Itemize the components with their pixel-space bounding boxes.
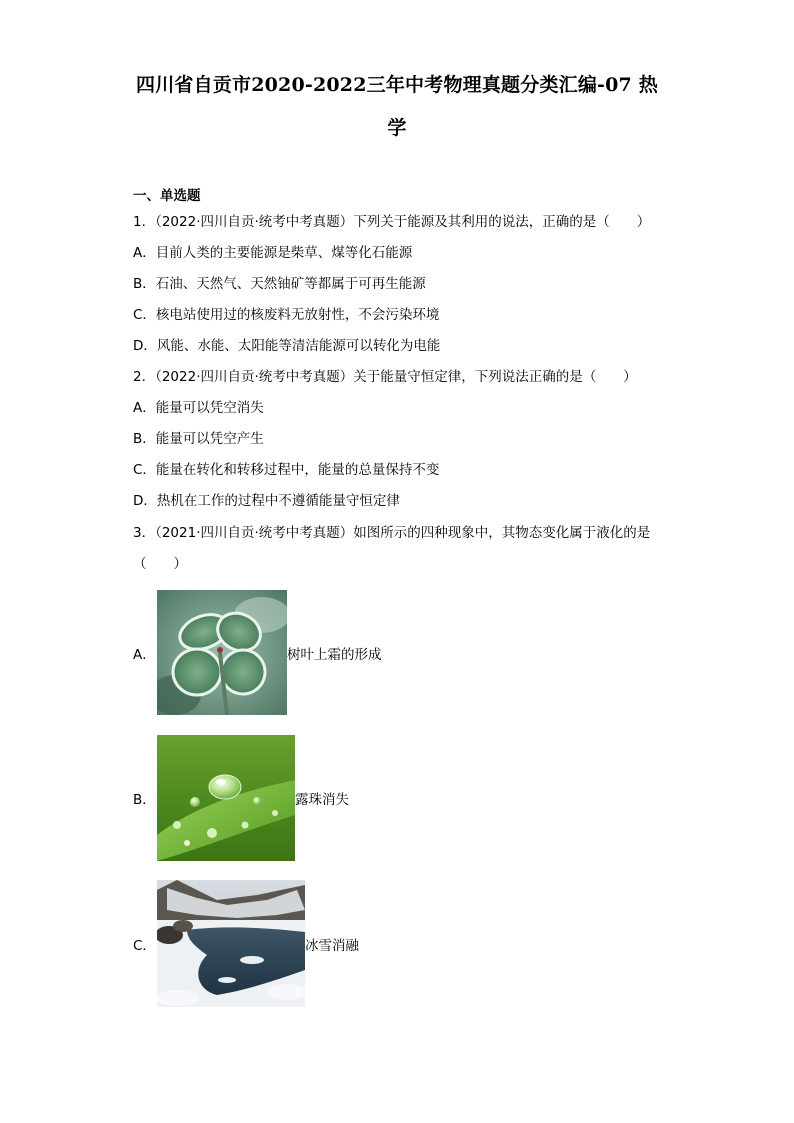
- section-heading: 一、单选题: [133, 188, 201, 204]
- frosted-leaf-photo: [157, 590, 287, 715]
- question-2-option-b: B．能量可以凭空产生: [133, 431, 264, 447]
- document-title-line-2: 学: [387, 117, 407, 139]
- question-1-option-d: D．风能、水能、太阳能等清洁能源可以转化为电能: [133, 338, 441, 354]
- option-c-letter: C．: [133, 937, 156, 954]
- question-3-stem: 3．（2021·四川自贡·统考中考真题）如图所示的四种现象中，其物态变化属于液化的是: [133, 525, 651, 541]
- option-c-text: 冰雪消融: [305, 937, 359, 954]
- question-1-option-a: A．目前人类的主要能源是柴草、煤等化石能源: [133, 245, 413, 261]
- option-b-letter: B．: [133, 792, 156, 808]
- question-1-option-b: B．石油、天然气、天然铀矿等都属于可再生能源: [133, 276, 426, 292]
- question-3-option-a: [133, 590, 382, 715]
- question-2-stem: 2．（2022·四川自贡·统考中考真题）关于能量守恒定律，下列说法正确的是（ ）: [133, 369, 637, 385]
- question-1-option-c: C．核电站使用过的核废料无放射性，不会污染环境: [133, 307, 440, 323]
- option-a-letter: A．: [133, 646, 156, 663]
- question-1-stem: 1．（2022·四川自贡·统考中考真题）下列关于能源及其利用的说法，正确的是（ ）: [133, 214, 651, 230]
- question-2-option-a: A．能量可以凭空消失: [133, 400, 264, 416]
- melting-snow-river-photo: [157, 880, 305, 1007]
- question-2-option-c: C．能量在转化和转移过程中，能量的总量保持不变: [133, 462, 440, 478]
- question-3-stem-bracket: （ ）: [133, 556, 187, 572]
- document-title-line-1: 四川省自贡市2020-2022三年中考物理真题分类汇编-07 热: [136, 74, 658, 96]
- question-3-option-c: [133, 880, 359, 1007]
- dew-drop-photo: [157, 735, 295, 861]
- option-a-text: 树叶上霜的形成: [287, 646, 382, 663]
- question-2-option-d: D．热机在工作的过程中不遵循能量守恒定律: [133, 493, 400, 509]
- question-3-option-b: [133, 735, 349, 861]
- option-b-text: 露珠消失: [295, 792, 349, 808]
